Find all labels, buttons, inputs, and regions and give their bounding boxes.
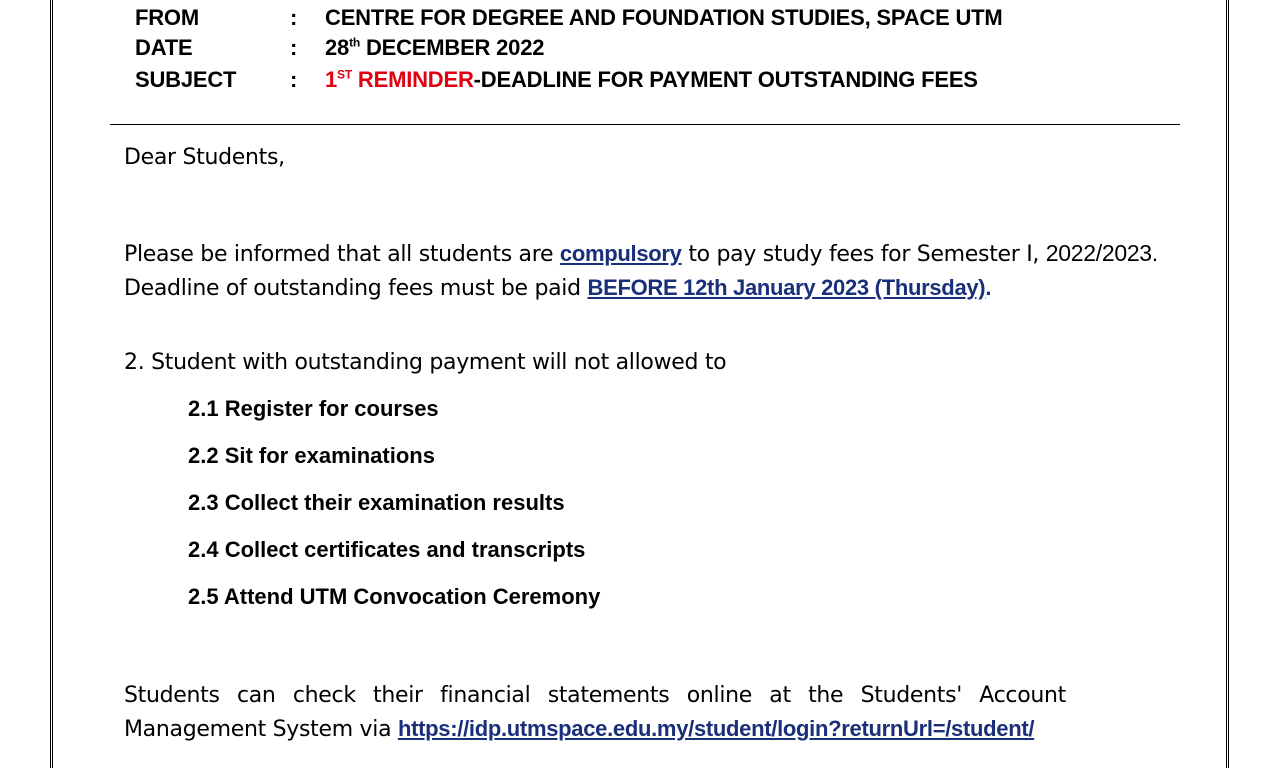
page-border-right — [1226, 0, 1229, 768]
date-month-year: DECEMBER 2022 — [365, 35, 545, 60]
paragraph-account-system — [124, 679, 1066, 746]
subject-value — [325, 67, 978, 93]
paragraph-fees — [124, 237, 1158, 305]
subject-ordinal-suffix: ST — [337, 67, 352, 82]
student-login-link[interactable]: https://idp.utmspace.edu.my/student/login?returnUrl=/student/ — [397, 716, 1035, 741]
greeting: Dear Students, — [124, 145, 285, 170]
restriction-item: 2.2 Sit for examinations — [188, 443, 435, 468]
date-day: 28 — [325, 35, 350, 60]
deadline-link[interactable]: BEFORE 12th January 2023 (Thursday) — [587, 275, 986, 300]
date-label: DATE — [135, 35, 193, 60]
subject-ordinal: 1 — [325, 67, 338, 92]
para3-line2: Management System via — [124, 717, 398, 742]
subject-reminder: REMINDER — [357, 67, 474, 92]
restriction-item: 2.5 Attend UTM Convocation Ceremony — [188, 584, 601, 609]
subject-colon: : — [290, 67, 298, 92]
date-suffix: th — [349, 35, 361, 50]
memo-subject-row — [135, 65, 978, 95]
date-value — [325, 35, 544, 61]
from-colon: : — [290, 5, 298, 30]
deadline-period: . — [985, 275, 992, 300]
restriction-item: 2.1 Register for courses — [188, 396, 439, 421]
restriction-item: 2.3 Collect their examination results — [188, 490, 565, 515]
header-divider — [110, 124, 1180, 125]
subject-text: -DEADLINE FOR PAYMENT OUTSTANDING FEES — [473, 67, 978, 92]
memo-date-row — [135, 33, 544, 63]
memo-from-row — [135, 3, 1003, 33]
para3-line1: Students can check their financial statements online at the Students' Account — [124, 683, 1066, 708]
compulsory-link[interactable]: compulsory — [559, 241, 682, 266]
restriction-item: 2.4 Collect certificates and transcripts — [188, 537, 586, 562]
page-border-left — [50, 0, 53, 768]
from-value: CENTRE FOR DEGREE AND FOUNDATION STUDIES, SPACE UTM — [325, 5, 1003, 30]
from-label: FROM — [135, 5, 199, 30]
para1-text-a: Please be informed that all students are — [124, 242, 560, 267]
para1-text-b: to pay study fees for Semester I, — [681, 242, 1046, 267]
paragraph-restrictions-intro: 2. Student with outstanding payment will not allowed to — [124, 350, 727, 375]
para1-text-c: Deadline of outstanding fees must be paid — [124, 276, 588, 301]
date-colon: : — [290, 35, 298, 60]
semester-year: 2022/2023. — [1045, 240, 1158, 266]
subject-label: SUBJECT — [135, 67, 237, 92]
